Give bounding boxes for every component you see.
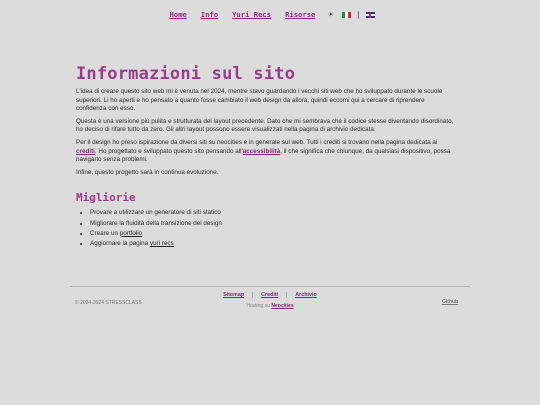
list-item-text: Migliorare la fluidità della transizione del design xyxy=(90,219,222,227)
paragraph-design-text-c: , il che significa che chiunque, da qualsiasi dispositivo, possa navigarlo senza problemi. xyxy=(76,147,451,164)
page-title: Informazioni sul sito xyxy=(76,64,296,84)
github-link[interactable]: Github xyxy=(442,299,459,305)
footer-credits-link[interactable]: Crediti xyxy=(252,292,286,298)
paragraph-layout: Questa è una versione più pulita e strutturata del layout precedente. Dato che mi sembrava che il codice stesse diventando disordinato, ho deciso di rifare tutto da zero. Gli altri layout possono essere visualizzati nella pagina di archivio dedicata. xyxy=(76,117,454,134)
list-item-text: Creare un xyxy=(90,229,120,237)
list-item-text: Provare a utilizzare un generatore di siti statico xyxy=(90,209,221,217)
hosting-prefix: Hosting su xyxy=(246,303,272,309)
list-item xyxy=(90,208,456,218)
portfolio-link[interactable]: portfolio xyxy=(119,229,143,237)
top-nav xyxy=(0,10,540,19)
neocities-link[interactable]: Neocities xyxy=(271,303,294,309)
list-item xyxy=(90,229,456,239)
main-content xyxy=(76,64,456,249)
language-separator: | xyxy=(356,10,361,19)
list-item xyxy=(90,219,456,229)
paragraph-design-text-a: Per il design ho preso ispirazione da diversi siti su neocities e in generale sul web. Tutti i crediti si trovano nella pagina dedicata ai xyxy=(76,138,438,146)
list-item-text: Aggiornare la pagina xyxy=(90,239,150,247)
yuri-recs-link[interactable]: yuri recs xyxy=(149,239,174,247)
theme-toggle-sun-icon[interactable]: ☀ xyxy=(328,10,334,19)
footer-sitemap-link[interactable]: Sitemap xyxy=(223,292,245,298)
nav-risorse-link[interactable]: Risorse xyxy=(285,10,316,19)
paragraph-design xyxy=(76,139,456,165)
credits-link[interactable]: crediti xyxy=(76,147,95,155)
nav-yuri-recs-link[interactable]: Yuri Recs xyxy=(232,10,272,19)
footer-links xyxy=(0,292,540,298)
italian-flag-icon[interactable] xyxy=(342,12,351,18)
paragraph-evolution: Infine, questo progetto sarà in continua evoluzione. xyxy=(76,168,219,176)
nav-home-link[interactable]: Home xyxy=(169,10,187,19)
english-flag-icon[interactable] xyxy=(366,12,375,18)
nav-info-link[interactable]: Info xyxy=(200,10,219,19)
paragraph-intro: L'idea di creare questo sito web mi è venuta nel 2024, mentre stavo guardando i vecchi siti web che ho sviluppato durante le scuole superiori. Li ho aperti e ho pensato a quanto fosse cambiato il web design da allora, quindi eccomi qui a cercare di riprendere confidenza con esso. xyxy=(76,88,443,113)
copyright-text: © 2024-2024 STRESSCLASS xyxy=(75,300,142,306)
improvements-heading: Migliorie xyxy=(76,191,136,205)
accessibility-link[interactable]: accessibilità xyxy=(242,147,281,155)
hosting-text xyxy=(0,303,540,309)
improvements-list xyxy=(76,208,456,249)
footer-archive-link[interactable]: Archivio xyxy=(286,292,325,298)
list-item xyxy=(90,239,456,249)
paragraph-design-text-b: . Ho progettato e sviluppato questo sito pensando all' xyxy=(94,147,243,155)
footer-divider xyxy=(70,286,470,287)
